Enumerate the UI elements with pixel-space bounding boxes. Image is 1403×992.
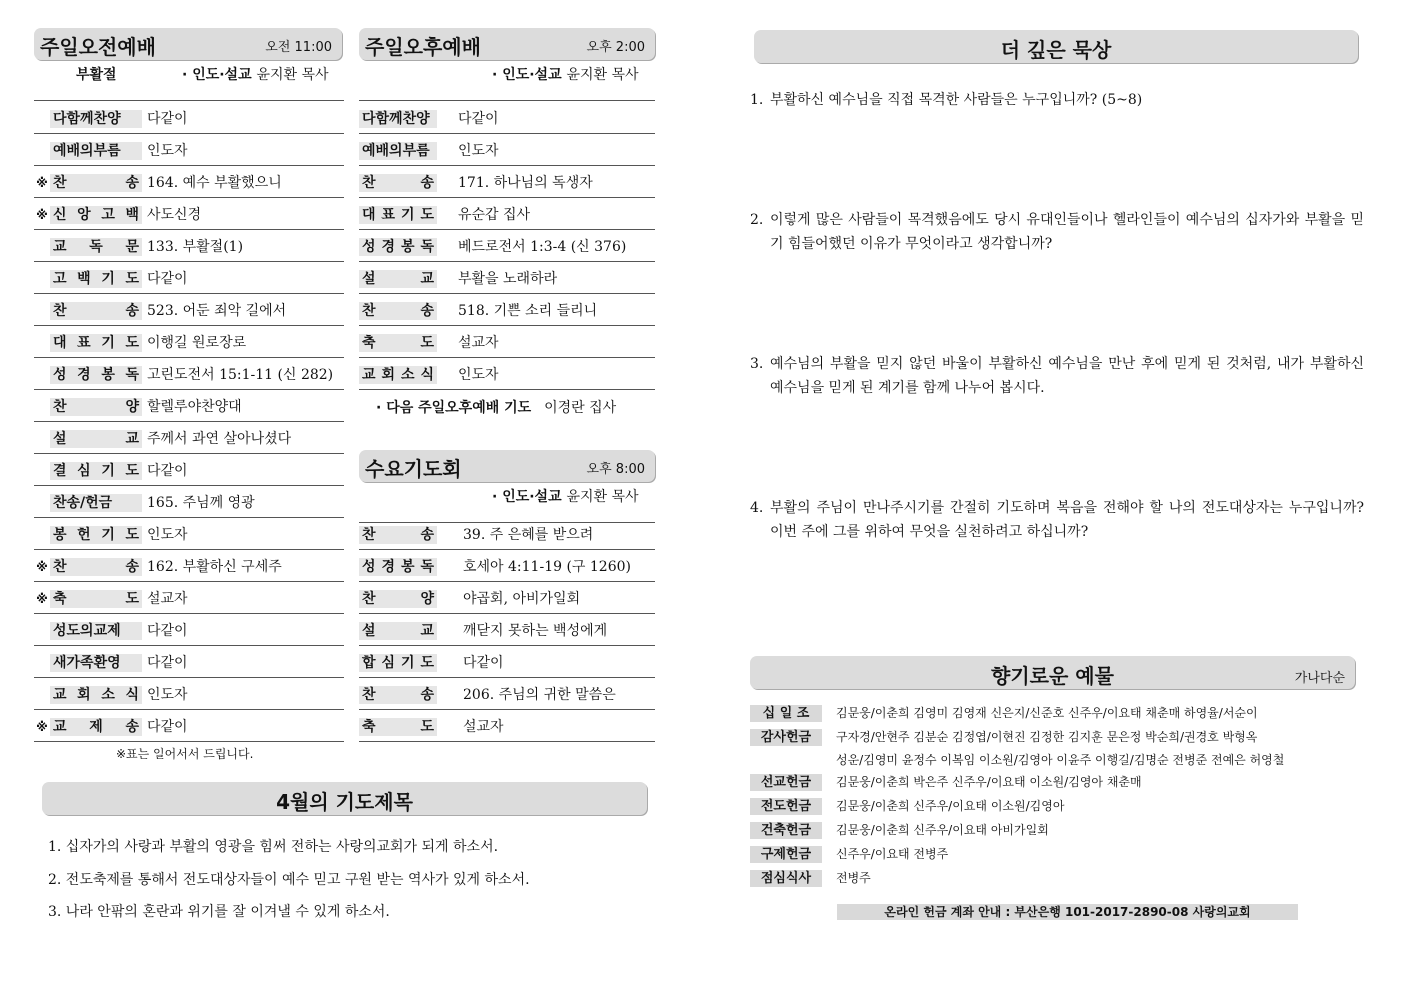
order-row [34,198,344,230]
order-label-text: 찬 송 [359,174,437,192]
order-row [34,166,344,198]
standing-mark: ※ [36,560,48,574]
order-label-text: 찬 송 [50,302,142,320]
order-label-text: 찬 송 [50,174,142,192]
meditation-title: 더 깊은 묵상 [1000,38,1112,62]
order-label [34,302,142,320]
order-row [359,134,655,166]
wednesday-leader-prefix: · 인도·설교 [492,489,562,505]
order-row [359,262,655,294]
order-label [34,206,142,224]
meditation-header [754,30,1358,63]
offering-header [750,656,1355,689]
order-label-text: 교 독 문 [50,238,142,256]
wednesday-service-title: 수요기도회 [365,457,462,481]
order-label-text: 설 교 [359,270,437,288]
afternoon-top-rule [359,100,655,101]
offering-category: 구제헌금 [750,846,822,863]
order-row [359,102,655,134]
order-label-text: 신 앙 고 백 [50,206,142,224]
order-label [359,526,437,544]
order-label [34,334,142,352]
order-row [359,518,655,550]
morning-service-header [34,28,342,60]
order-label-text: 예배의부름 [359,142,437,160]
order-label-text: 교 제 송 [50,718,142,736]
order-label-text: 찬 양 [359,590,437,608]
order-label [34,494,142,512]
order-label-text: 성도의교제 [50,622,142,640]
question-text: 부활하신 예수님을 직접 목격한 사람들은 누구입니까? (5~8) [770,92,1143,108]
wednesday-leader [492,486,639,506]
order-row [34,102,344,134]
order-value: 야곱회, 아비가일회 [463,591,581,607]
order-label [34,590,142,608]
afternoon-leader-prefix: · 인도·설교 [492,67,562,83]
order-label [34,238,142,256]
offering-category: 건축헌금 [750,822,822,839]
order-label-text: 성 경 봉 독 [359,558,437,576]
order-row [359,358,655,390]
order-row [34,678,344,710]
order-value: 설교자 [147,591,188,607]
order-label [359,302,437,320]
offering-order-note: 가나다순 [1294,671,1345,686]
order-label-text: 고 백 기 도 [50,270,142,288]
offering-title: 향기로운 예물 [991,664,1114,688]
order-value: 호세아 4:11-19 (구 1260) [463,559,631,575]
question-text: 부활의 주님이 만나주시기를 간절히 기도하며 복음을 전해야 할 나의 전도대상자는 누구입니까? 이번 주에 그를 위하여 무엇을 실천하려고 하십니까? [770,500,1364,540]
order-label-text: 예배의부름 [50,142,142,160]
order-label [34,110,142,128]
order-value: 고린도전서 15:1-11 (신 282) [147,367,334,383]
order-label-text: 찬 양 [50,398,142,416]
meditation-question [750,88,1362,112]
order-label-text: 찬 송 [359,686,437,704]
order-value: 인도자 [458,367,499,383]
order-label-text: 결 심 기 도 [50,462,142,480]
order-row [34,262,344,294]
order-row [359,582,655,614]
standing-mark: ※ [36,208,48,222]
order-label [34,142,142,160]
order-value: 다같이 [147,719,188,735]
order-value: 부활을 노래하라 [458,271,558,287]
order-label-text: 봉 헌 기 도 [50,526,142,544]
order-value: 39. 주 은혜를 받으려 [463,527,594,543]
order-label [34,462,142,480]
order-label [34,430,142,448]
order-label [359,654,437,672]
wednesday-leader-name: 윤지환 목사 [566,489,639,505]
order-value: 다같이 [147,463,188,479]
prayer-topic-2: 2. 전도축제를 통해서 전도대상자들이 예수 믿고 구원 받는 역사가 있게 하소서. [48,872,530,888]
order-value: 171. 하나님의 독생자 [458,175,593,191]
afternoon-service-title: 주일오후예배 [365,35,481,59]
offering-names: 김문웅/이춘희 박은주 신주우/이요태 이소원/김영아 채춘매 [836,775,1142,789]
wednesday-service-header [359,450,655,482]
order-label-text: 찬 송 [50,558,142,576]
afternoon-next-prayer [376,397,616,417]
prayer-topic-3: 3. 나라 안팎의 혼란과 위기를 잘 이겨낼 수 있게 하소서. [48,904,390,920]
order-row [34,486,344,518]
order-label [34,622,142,640]
order-label-text: 찬송/헌금 [50,494,142,512]
order-value: 인도자 [458,143,499,159]
order-value: 베드로전서 1:3-4 (신 376) [458,239,627,255]
order-value: 인도자 [147,143,188,159]
order-row [34,646,344,678]
order-row [34,422,344,454]
order-label-text: 찬 송 [359,526,437,544]
order-value: 다같이 [458,111,499,127]
order-label [34,174,142,192]
order-label [359,366,437,384]
order-row [34,582,344,614]
standing-mark: ※ [36,592,48,606]
order-value: 164. 예수 부활했으니 [147,175,282,191]
order-value: 133. 부활절(1) [147,239,244,255]
order-label-text: 성 경 봉 독 [50,366,142,384]
order-row [359,646,655,678]
order-label [359,334,437,352]
order-value: 518. 기쁜 소리 들리니 [458,303,598,319]
order-label-text: 대 표 기 도 [50,334,142,352]
afternoon-service-header [359,28,655,60]
order-row [359,614,655,646]
afternoon-leader [492,64,639,84]
order-value: 사도신경 [147,207,202,223]
order-label-text: 대 표 기 도 [359,206,437,224]
morning-service-title: 주일오전예배 [40,35,156,59]
order-label-text: 교 회 소 식 [50,686,142,704]
order-label [359,238,437,256]
order-label [359,622,437,640]
order-label [34,270,142,288]
morning-leader [182,64,329,84]
order-value: 인도자 [147,687,188,703]
order-label-text: 교 회 소 식 [359,366,437,384]
order-row [359,678,655,710]
order-label [34,686,142,704]
morning-leader-prefix: · 인도·설교 [182,67,252,83]
order-label [34,398,142,416]
standing-note: ※표는 일어서서 드립니다. [116,747,254,761]
order-label [359,110,437,128]
meditation-question [750,208,1364,256]
afternoon-leader-name: 윤지환 목사 [566,67,639,83]
order-row [359,166,655,198]
order-row [359,326,655,358]
offering-category: 선교헌금 [750,774,822,791]
order-label [34,366,142,384]
prayer-topic-1: 1. 십자가의 사랑과 부활의 영광을 힘써 전하는 사랑의교회가 되게 하소서. [48,839,499,855]
meditation-question [750,496,1364,544]
order-row [34,710,344,742]
offering-category: 점심식사 [750,870,822,887]
order-label-text: 설 교 [50,430,142,448]
order-value: 다같이 [147,623,188,639]
order-row [34,294,344,326]
order-row [359,230,655,262]
offering-names: 김문웅/이춘희 신주우/이요태 이소원/김영아 [836,799,1065,813]
order-label [359,142,437,160]
prayer-topics-title: 4월의 기도제목 [276,790,413,814]
question-text: 이렇게 많은 사람들이 목격했음에도 당시 유대인들이나 헬라인들이 예수님의 십자가와 부활을 믿기 힘들어했던 이유가 무엇이라고 생각합니까? [770,212,1364,252]
afternoon-service-time: 오후 2:00 [586,40,645,55]
order-value: 523. 어둔 죄악 길에서 [147,303,287,319]
order-value: 주께서 과연 살아나셨다 [147,431,292,447]
order-label [359,558,437,576]
order-row [34,454,344,486]
order-value: 다같이 [147,655,188,671]
order-label-text: 축 도 [359,334,437,352]
offering-names: 김문웅/이춘희 김영미 김영재 신은지/신준호 신주우/이요태 채춘매 하영율/서순이 [836,706,1258,720]
order-row [34,358,344,390]
order-row [34,550,344,582]
order-label-text: 다함께찬양 [50,110,142,128]
order-row [359,198,655,230]
offering-names: 구자경/안현주 김분순 김정엽/이현진 김정한 김지훈 문은정 박순희/권경호 박형옥 [836,730,1258,744]
order-row [34,230,344,262]
afternoon-next-prefix: · 다음 주일오후예배 기도 [376,400,532,416]
order-label [359,270,437,288]
order-label-text: 찬 송 [359,302,437,320]
morning-leader-name: 윤지환 목사 [256,67,329,83]
order-label-text: 축 도 [50,590,142,608]
order-value: 설교자 [463,719,504,735]
order-value: 162. 부활하신 구세주 [147,559,282,575]
order-value: 206. 주님의 귀한 말씀은 [463,687,616,703]
order-row [34,614,344,646]
question-number: 4. [750,500,764,516]
order-label [34,558,142,576]
order-label-text: 성 경 봉 독 [359,238,437,256]
morning-occasion: 부활절 [76,67,117,83]
order-label-text: 설 교 [359,622,437,640]
offering-category: 감사헌금 [750,729,822,746]
order-label [34,654,142,672]
question-number: 3. [750,356,764,372]
order-row [34,326,344,358]
offering-names: 성운/김영미 윤정수 이복임 이소원/김영아 이윤주 이행길/김명순 전병준 전예은 허영철 [836,753,1285,767]
offering-names: 전병주 [836,871,871,885]
question-number: 1. [750,92,764,108]
order-label [34,718,142,736]
order-value: 할렐루야찬양대 [147,399,242,415]
order-label-text: 새가족환영 [50,654,142,672]
question-text: 예수님의 부활을 믿지 않던 바울이 부활하신 예수님을 만난 후에 믿게 된 것처럼, 내가 부활하신 예수님을 믿게 된 계기를 함께 나누어 봅시다. [770,356,1364,396]
order-value: 다같이 [147,111,188,127]
order-label-text: 축 도 [359,718,437,736]
prayer-topics-header [42,782,647,815]
order-label [359,686,437,704]
order-row [359,294,655,326]
order-row [34,390,344,422]
standing-mark: ※ [36,176,48,190]
offering-names: 신주우/이요태 전병주 [836,847,949,861]
morning-top-rule [34,100,344,101]
offering-category: 전도헌금 [750,798,822,815]
order-value: 다같이 [463,655,504,671]
order-row [34,134,344,166]
order-label-text: 다함께찬양 [359,110,437,128]
afternoon-next-name: 이경란 집사 [544,400,617,416]
standing-mark: ※ [36,720,48,734]
order-value: 유순갑 집사 [458,207,531,223]
order-row [359,550,655,582]
order-row [34,518,344,550]
order-label [359,718,437,736]
order-value: 설교자 [458,335,499,351]
order-value: 인도자 [147,527,188,543]
question-number: 2. [750,212,764,228]
order-label [359,206,437,224]
order-label [359,590,437,608]
online-account-notice: 온라인 헌금 계좌 안내 : 부산은행 101-2017-2890-08 사랑의교회 [837,904,1298,920]
order-label [359,174,437,192]
order-value: 다같이 [147,271,188,287]
order-value: 이행길 원로장로 [147,335,247,351]
offering-names: 김문웅/이춘희 신주우/이요태 아비가일회 [836,823,1049,837]
order-value: 165. 주님께 영광 [147,495,255,511]
offering-category: 십 일 조 [750,705,822,722]
order-row [359,710,655,742]
morning-service-time: 오전 11:00 [265,40,332,55]
order-value: 깨닫지 못하는 백성에게 [463,623,608,639]
order-label-text: 합 심 기 도 [359,654,437,672]
order-label [34,526,142,544]
wednesday-service-time: 오후 8:00 [586,462,645,477]
meditation-question [750,352,1364,400]
